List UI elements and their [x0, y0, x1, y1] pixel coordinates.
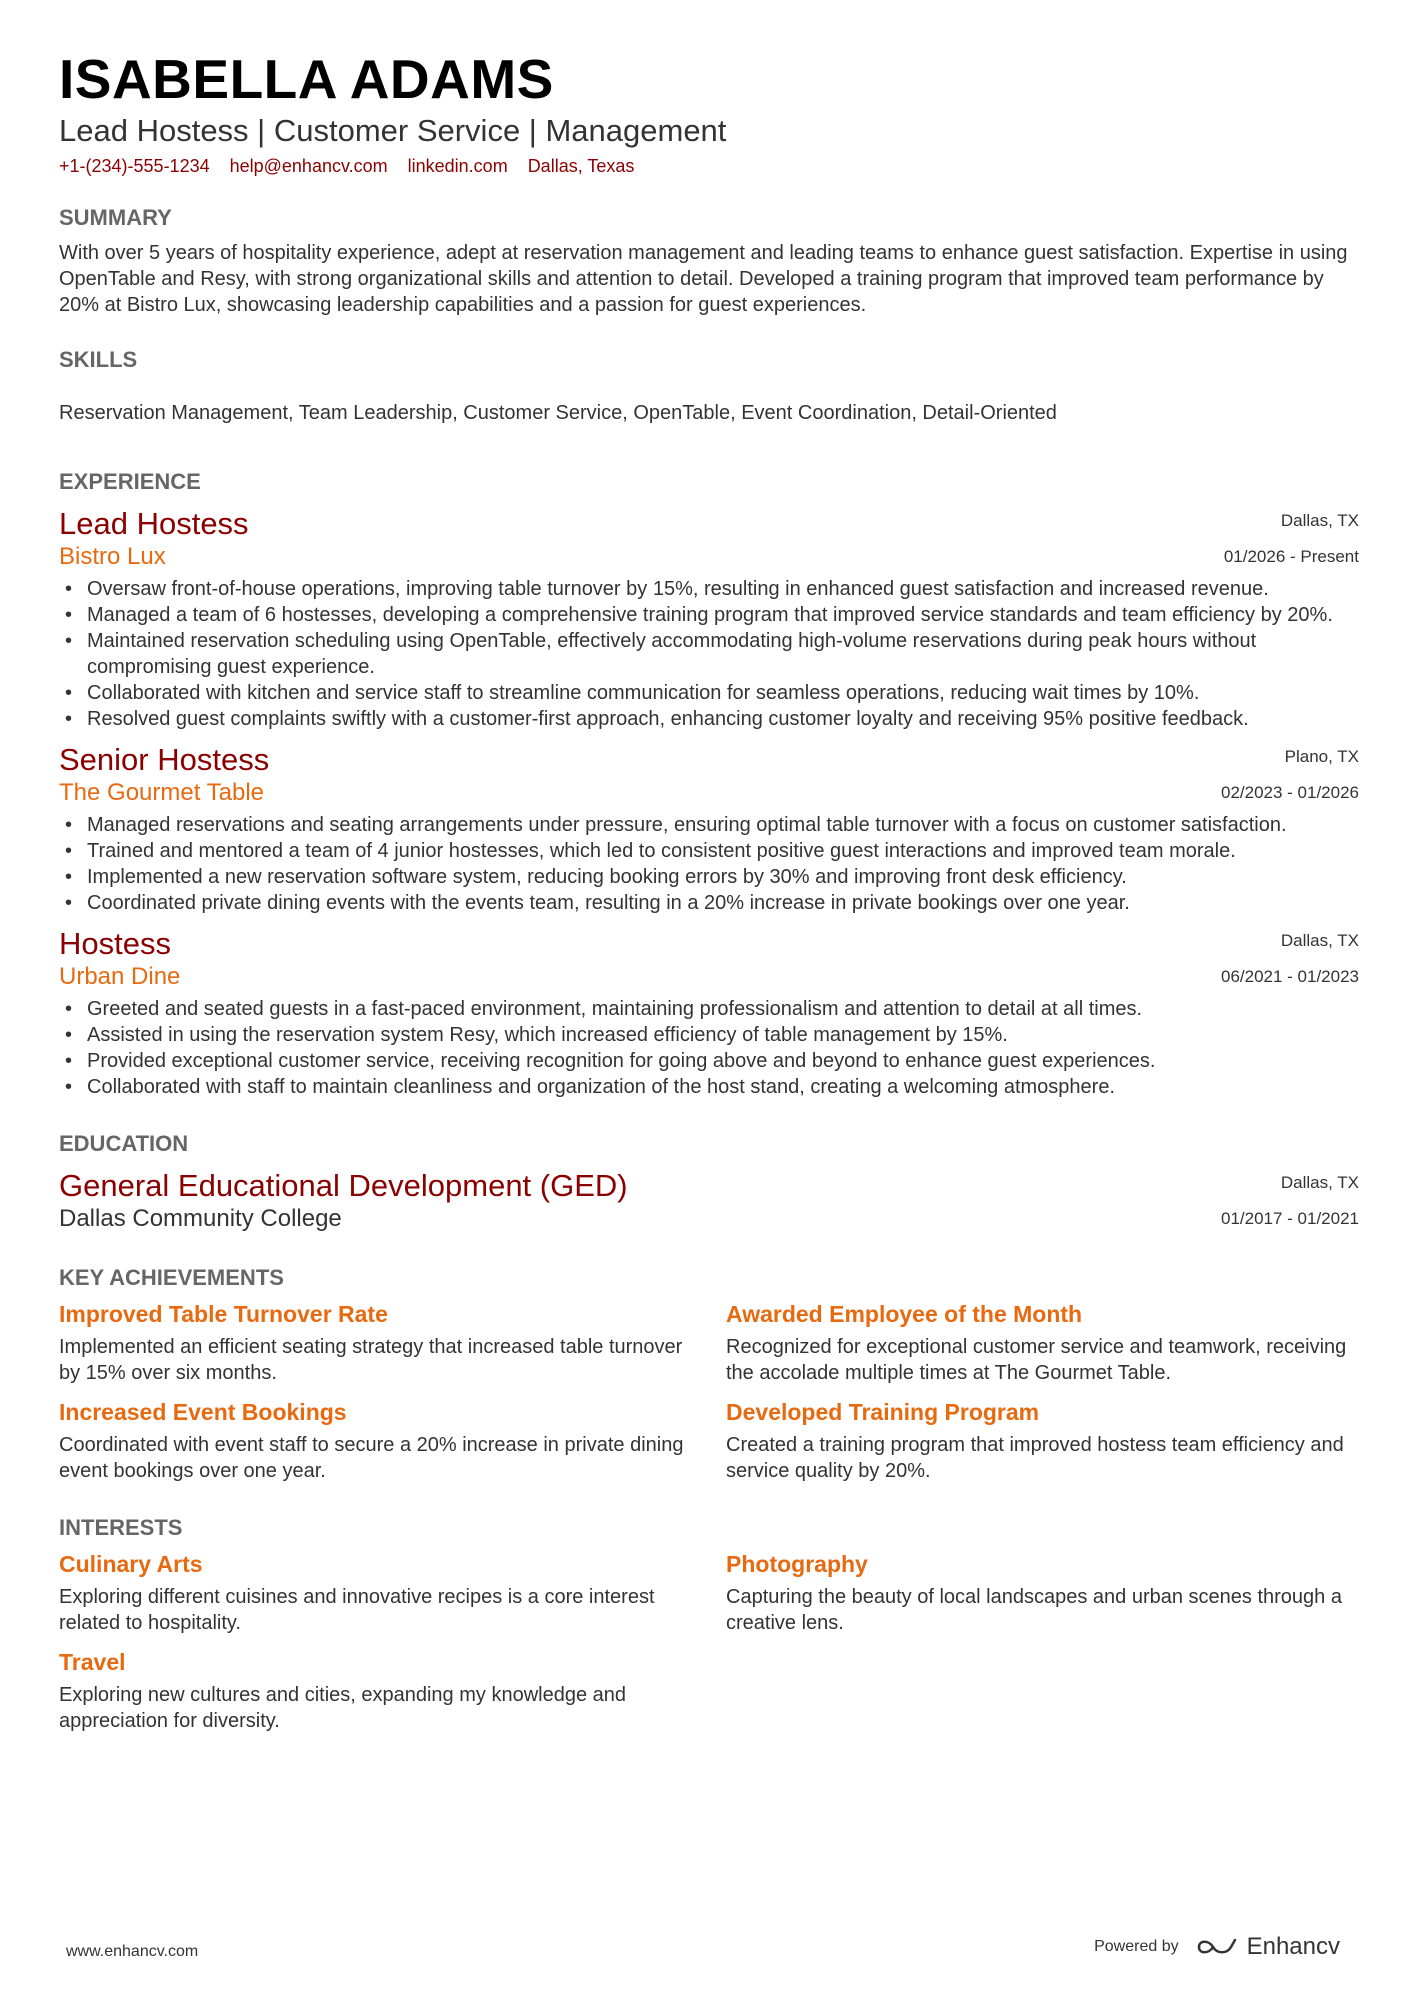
- interest-card: [726, 1550, 1359, 1636]
- job-bullet: • Maintained reservation scheduling using OpenTable, effectively accommodating high-volume reservations during peak hours without compromising guest experience.: [59, 628, 1359, 680]
- job-location: Plano, TX: [1284, 747, 1359, 766]
- job-bullet: • Greeted and seated guests in a fast-paced environment, maintaining professionalism and attention to detail at all times.: [59, 996, 1359, 1022]
- education-school: Dallas Community College: [59, 1205, 342, 1232]
- job-bullet: • Oversaw front-of-house operations, improving table turnover by 15%, resulting in enhanced guest satisfaction and increased revenue.: [59, 576, 1359, 602]
- job-bullet: • Managed a team of 6 hostesses, developing a comprehensive training program that improved service standards and team efficiency by 20%.: [59, 602, 1359, 628]
- job-role: Senior Hostess: [59, 742, 270, 777]
- interests-heading: INTERESTS: [59, 1515, 183, 1540]
- job-entry: [59, 742, 1359, 916]
- job-bullets: [59, 996, 1359, 1100]
- job-bullets: [59, 576, 1359, 732]
- summary-heading: SUMMARY: [59, 205, 172, 230]
- job-dates: 02/2023 - 01/2026: [1220, 783, 1359, 802]
- job-company: Bistro Lux: [59, 543, 166, 570]
- achievement-text: Recognized for exceptional customer service and teamwork, receiving the accolade multiple times at The Gourmet Table.: [726, 1336, 1347, 1384]
- achievements-heading: KEY ACHIEVEMENTS: [59, 1265, 284, 1290]
- achievement-text: Coordinated with event staff to secure a 20% increase in private dining event bookings over one year.: [59, 1434, 684, 1482]
- achievement-title: Awarded Employee of the Month: [726, 1301, 1083, 1327]
- job-company: Urban Dine: [59, 963, 181, 990]
- resume-page: [59, 48, 1359, 1734]
- achievement-card: [59, 1300, 726, 1386]
- achievement-title: Improved Table Turnover Rate: [59, 1301, 388, 1327]
- achievements-grid: [59, 1300, 1359, 1484]
- job-bullet: • Trained and mentored a team of 4 junior hostesses, which led to consistent positive guest interactions and improved team morale.: [59, 838, 1359, 864]
- interest-text: Exploring new cultures and cities, expanding my knowledge and appreciation for diversity.: [59, 1684, 627, 1732]
- job-bullet: • Collaborated with kitchen and service staff to streamline communication for seamless operations, reducing wait times by 10%.: [59, 680, 1359, 706]
- job-role: Lead Hostess: [59, 506, 249, 541]
- education-location: Dallas, TX: [1280, 1173, 1359, 1192]
- summary-text: With over 5 years of hospitality experience, adept at reservation management and leading teams to enhance guest satisfaction. Expertise in using OpenTable and Resy, with strong organizational skills and attention to detail. Developed a training program that improved team performance by 20% at Bistro Lux, showcasing leadership capabilities and a passion for guest experiences.: [59, 242, 1348, 316]
- education-degree: General Educational Development (GED): [59, 1168, 628, 1203]
- interests-grid: [59, 1550, 1359, 1734]
- achievement-title: Increased Event Bookings: [59, 1399, 347, 1425]
- job-bullet: • Managed reservations and seating arrangements under pressure, ensuring optimal table turnover with a focus on customer satisfaction.: [59, 812, 1359, 838]
- contact-row: [59, 154, 1359, 178]
- job-location: Dallas, TX: [1280, 511, 1359, 530]
- candidate-name: ISABELLA ADAMS: [59, 48, 554, 110]
- job-entry: [59, 506, 1359, 732]
- location-text: Dallas, Texas: [527, 156, 635, 176]
- education-entry: [59, 1168, 1359, 1234]
- job-bullet: • Collaborated with staff to maintain cleanliness and organization of the host stand, creating a welcoming atmosphere.: [59, 1074, 1359, 1100]
- candidate-title: Lead Hostess | Customer Service | Management: [59, 113, 727, 148]
- job-bullet: • Assisted in using the reservation system Resy, which increased efficiency of table management by 15%.: [59, 1022, 1359, 1048]
- footer-website-link[interactable]: www.enhancv.com: [66, 1943, 199, 1960]
- job-bullet: • Coordinated private dining events with the events team, resulting in a 20% increase in private bookings over one year.: [59, 890, 1359, 916]
- powered-by-text: Powered by: [1094, 1938, 1179, 1955]
- job-bullet: • Provided exceptional customer service, receiving recognition for going above and beyond to enhance guest experiences.: [59, 1048, 1359, 1074]
- skills-text: Reservation Management, Team Leadership, Customer Service, OpenTable, Event Coordination, Detail-Oriented: [59, 402, 1057, 424]
- job-role: Hostess: [59, 926, 171, 961]
- job-dates: 01/2026 - Present: [1223, 547, 1359, 566]
- job-bullet: • Implemented a new reservation software system, reducing booking errors by 30% and improving front desk efficiency.: [59, 864, 1359, 890]
- interest-text: Exploring different cuisines and innovative recipes is a core interest related to hospitality.: [59, 1586, 655, 1634]
- achievement-card: [59, 1398, 726, 1484]
- enhancv-brand[interactable]: [1195, 1933, 1340, 1961]
- education-dates: 01/2017 - 01/2021: [1220, 1209, 1359, 1228]
- experience-heading: EXPERIENCE: [59, 469, 201, 494]
- achievement-text: Implemented an efficient seating strategy that increased table turnover by 15% over six months.: [59, 1336, 683, 1384]
- interest-card: [59, 1550, 726, 1636]
- interest-card: [59, 1648, 726, 1734]
- footer-branding: [1094, 1933, 1340, 1961]
- brand-name: Enhancv: [1246, 1933, 1340, 1960]
- job-bullets: [59, 812, 1359, 916]
- achievement-card: [726, 1398, 1359, 1484]
- interest-text: Capturing the beauty of local landscapes and urban scenes through a creative lens.: [726, 1586, 1342, 1634]
- job-entry: [59, 926, 1359, 1100]
- interest-title: Travel: [59, 1649, 126, 1675]
- achievement-title: Developed Training Program: [726, 1399, 1040, 1425]
- interest-title: Photography: [726, 1551, 868, 1577]
- job-dates: 06/2021 - 01/2023: [1220, 967, 1359, 986]
- phone-link[interactable]: +1-(234)-555-1234: [59, 156, 210, 176]
- linkedin-link[interactable]: linkedin.com: [407, 156, 508, 176]
- achievement-card: [726, 1300, 1359, 1386]
- skills-heading: SKILLS: [59, 347, 138, 372]
- email-link[interactable]: help@enhancv.com: [229, 156, 388, 176]
- education-heading: EDUCATION: [59, 1131, 189, 1156]
- interest-title: Culinary Arts: [59, 1551, 203, 1577]
- job-location: Dallas, TX: [1280, 931, 1359, 950]
- enhancv-logo-icon: [1195, 1935, 1239, 1959]
- job-bullet: • Resolved guest complaints swiftly with a customer-first approach, enhancing customer loyalty and receiving 95% positive feedback.: [59, 706, 1359, 732]
- achievement-text: Created a training program that improved hostess team efficiency and service quality by 20%.: [726, 1434, 1344, 1482]
- job-company: The Gourmet Table: [59, 779, 264, 806]
